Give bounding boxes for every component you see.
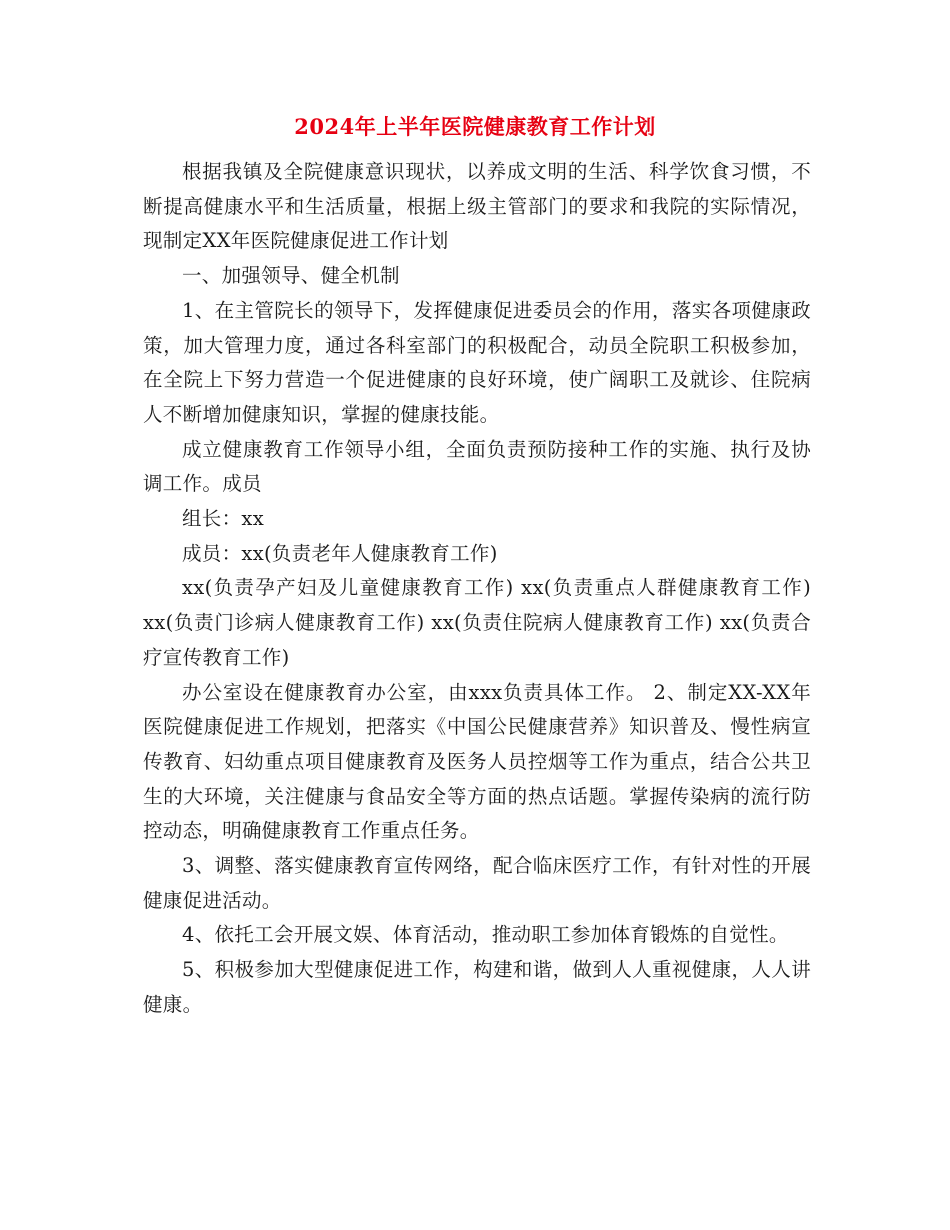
paragraph-item-4: 4、依托工会开展文娱、体育活动，推动职工参加体育锻炼的自觉性。 [182,923,789,947]
paragraph-item-5: 5、积极参加大型健康促进工作，构建和谐，做到人人重视健康，人人讲健康。 [143,958,811,1016]
paragraph-group-leader: 组长：xx [182,507,264,531]
paragraph-members: 成员：xx(负责老年人健康教育工作) [182,541,498,565]
document-title: 2024年上半年医院健康教育工作计划 [294,114,656,139]
document-body [143,155,811,1023]
paragraph-section-heading: 一、加强领导、健全机制 [182,264,400,288]
paragraph-office-and-item-2: 办公室设在健康教育办公室，由xxx负责具体工作。 2、制定XX-XX年医院健康促进工作规划，把落实《中国公民健康营养》知识普及、慢性病宣传教育、妇幼重点项目健康教育及医务人员控烟等工作为重点，结合公共卫生的大环境，关注健康与食品安全等方面的热点话题。掌握传染病的流行防控动态，明确健康教育工作重点任务。 [143,680,811,843]
paragraph-intro: 根据我镇及全院健康意识现状，以养成文明的生活、科学饮食习惯，不断提高健康水平和生活质量，根据上级主管部门的要求和我院的实际情况，现制定XX年医院健康促进工作计划 [143,160,811,253]
paragraph-item-3: 3、调整、落实健康教育宣传网络，配合临床医疗工作，有针对性的开展健康促进活动。 [143,854,811,912]
paragraph-member-list: xx(负责孕产妇及儿童健康教育工作) xx(负责重点人群健康教育工作) xx(负责门诊病人健康教育工作) xx(负责住院病人健康教育工作) xx(负责合疗宣传教育工作) [143,576,811,669]
paragraph-item-1: 1、在主管院长的领导下，发挥健康促进委员会的作用，落实各项健康政策，加大管理力度，通过各科室部门的积极配合，动员全院职工积极参加，在全院上下努力营造一个促进健康的良好环境，使广阔职工及就诊、住院病人不断增加健康知识，掌握的健康技能。 [143,298,811,426]
paragraph-leadership-group: 成立健康教育工作领导小组，全面负责预防接种工作的实施、执行及协调工作。成员 [143,437,811,496]
